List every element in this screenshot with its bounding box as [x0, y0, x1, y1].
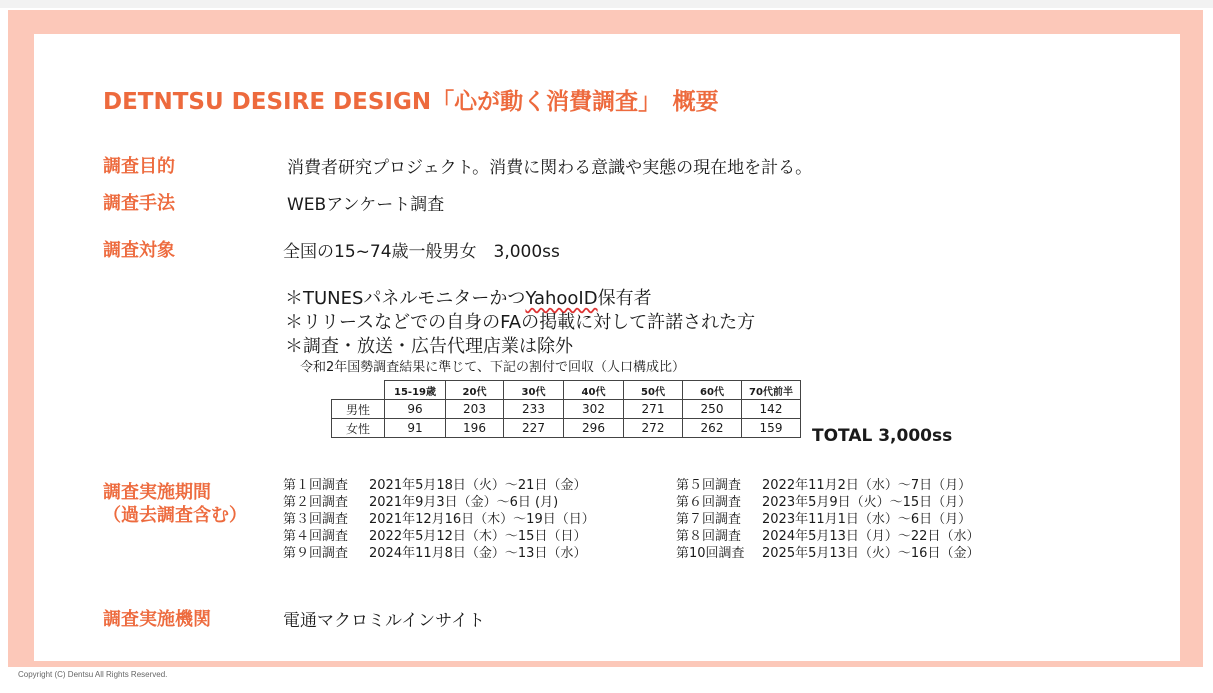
- table-cell: 272: [624, 419, 683, 438]
- period-left-list: [283, 477, 595, 562]
- table-cell: 302: [564, 400, 624, 419]
- method-label: 調査手法: [103, 193, 175, 214]
- table-cell: 96: [385, 400, 446, 419]
- table-cell: 159: [742, 419, 801, 438]
- table-cell: 262: [683, 419, 742, 438]
- target-small-note: 令和2年国勢調査結果に準じて、下記の割付で回収（人口構成比）: [300, 360, 686, 375]
- table-cell: 296: [564, 419, 624, 438]
- table-header-row: [332, 381, 801, 400]
- period-right-list: [676, 477, 979, 562]
- table-cell: 91: [385, 419, 446, 438]
- slide-title: DETNTSU DESIRE DESIGN「心が動く消費調査」 概要: [103, 89, 719, 115]
- total-label: TOTAL 3,000ss: [812, 426, 953, 446]
- list-item: 第１回調査 2021年5月18日（火）～21日（金）: [283, 478, 587, 493]
- target-note-1: ＊TUNESパネルモニターかつYahooID保有者: [285, 288, 652, 309]
- org-label: 調査実施機関: [103, 609, 211, 630]
- row-label: 男性: [332, 400, 385, 419]
- purpose-value: 消費者研究プロジェクト。消費に関わる意識や実態の現在地を計る。: [287, 158, 813, 178]
- row-label: 女性: [332, 419, 385, 438]
- table-header: 70代前半: [742, 381, 801, 400]
- list-item: 第６回調査 2023年5月9日（火）～15日（月）: [676, 495, 972, 510]
- table-header: 20代: [446, 381, 504, 400]
- org-value: 電通マクロミルインサイト: [283, 611, 485, 631]
- target-label: 調査対象: [103, 240, 175, 261]
- period-sublabel: （過去調査含む）: [103, 505, 247, 526]
- yahooid-text: YahooID: [525, 288, 598, 309]
- method-value: WEBアンケート調査: [287, 195, 445, 215]
- top-border: [0, 0, 1213, 8]
- list-item: 第７回調査 2023年11月1日（水）～6日（月）: [676, 512, 972, 527]
- list-item: 第４回調査 2022年5月12日（木）～15日（日）: [283, 529, 587, 544]
- table-cell: 142: [742, 400, 801, 419]
- slide-card: [34, 34, 1180, 661]
- table-cell: 203: [446, 400, 504, 419]
- table-cell: 196: [446, 419, 504, 438]
- table-cell: 250: [683, 400, 742, 419]
- list-item: 第８回調査 2024年5月13日（月）～22日（水）: [676, 529, 980, 544]
- table-header: 15-19歳: [385, 381, 446, 400]
- table-cell: 233: [504, 400, 564, 419]
- table-header: 40代: [564, 381, 624, 400]
- period-label: 調査実施期間: [103, 482, 211, 503]
- table-row: [332, 419, 801, 438]
- list-item: 第３回調査 2021年12月16日（木）～19日（日）: [283, 512, 595, 527]
- table-header: 30代: [504, 381, 564, 400]
- target-value: 全国の15~74歳一般男女 3,000ss: [283, 242, 560, 262]
- table-row: [332, 400, 801, 419]
- table-cell: 227: [504, 419, 564, 438]
- purpose-label: 調査目的: [103, 156, 175, 177]
- table-corner: [332, 381, 385, 400]
- population-table: [331, 380, 801, 438]
- list-item: 第５回調査 2022年11月2日（水）～7日（月）: [676, 478, 972, 493]
- list-item: 第９回調査 2024年11月8日（金）～13日（水）: [283, 546, 587, 561]
- table-header: 50代: [624, 381, 683, 400]
- list-item: 第10回調査 2025年5月13日（火）～16日（金）: [676, 546, 980, 561]
- table-header: 60代: [683, 381, 742, 400]
- table-cell: 271: [624, 400, 683, 419]
- list-item: 第２回調査 2021年9月3日（金）～6日 (月): [283, 495, 559, 510]
- target-note-3: ＊調査・放送・広告代理店業は除外: [285, 336, 573, 357]
- copyright: Copyright (C) Dentsu All Rights Reserved.: [18, 670, 168, 679]
- target-note-2: ＊リリースなどでの自身のFAの掲載に対して許諾された方: [285, 312, 756, 333]
